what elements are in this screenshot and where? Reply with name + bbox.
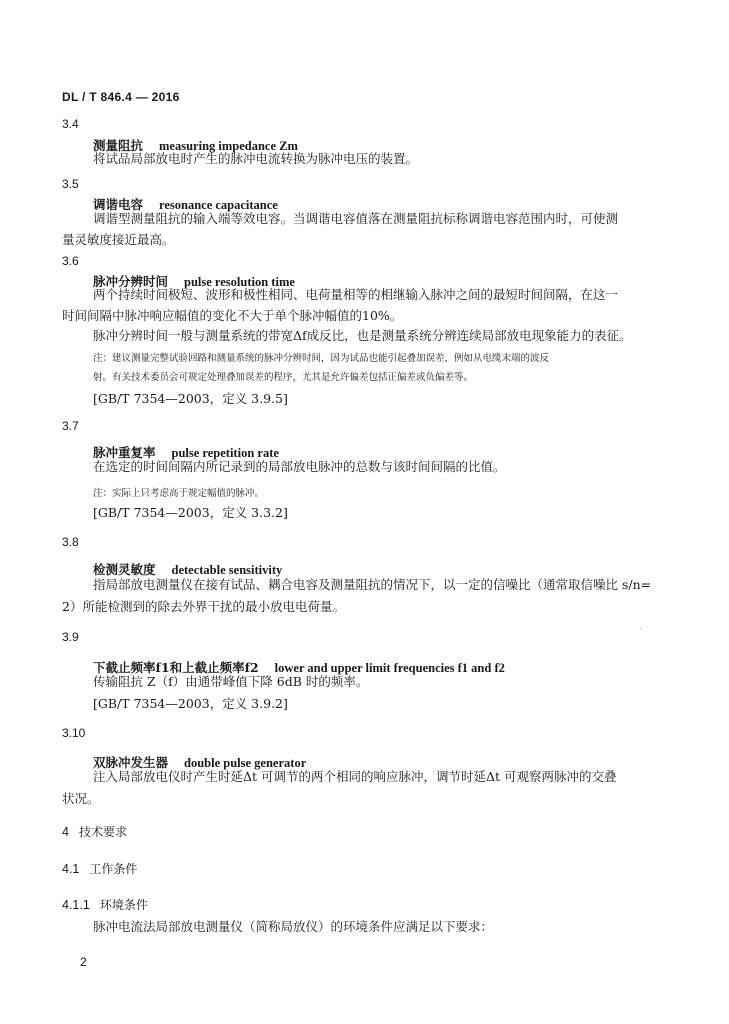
definition-text: 指局部放电测量仪在接有试品、耦合电容及测量阻抗的情况下，以一定的信噪比（通常取信噪比 s/n= <box>93 577 652 592</box>
stray-mark: · <box>640 626 642 633</box>
reference-text: [GB/T 7354—2003，定义 3.9.2] <box>93 696 288 711</box>
term-en: double pulse generator <box>184 756 307 770</box>
subsubsection-number: 4.1.1 <box>62 898 90 912</box>
term-en: detectable sensitivity <box>171 563 283 577</box>
definition-text: 脉冲电流法局部放电测量仪（简称局放仪）的环境条件应满足以下要求： <box>93 919 494 934</box>
section-number: 3.7 <box>62 419 79 433</box>
document-header: DL / T 846.4 — 2016 <box>62 90 180 104</box>
definition-text: 脉冲分辨时间一般与测量系统的带宽Δf成反比，也是测量系统分辨连续局部放电现象能力的表征。 <box>93 328 632 343</box>
section-number: 3.6 <box>62 254 79 268</box>
subsubsection-heading <box>62 896 148 913</box>
section-number: 3.4 <box>62 117 79 131</box>
definition-text: 传输阻抗 Z（f）由通带峰值下降 6dB 时的频率。 <box>93 674 369 689</box>
definition-text: 调谐型测量阻抗的输入端等效电容。当调谐电容值落在测量阻抗标称调谐电容范围内时，可使测 <box>93 211 619 226</box>
term-cn: 脉冲重复率 <box>93 445 156 460</box>
definition-text: 将试品局部放电时产生的脉冲电流转换为脉冲电压的装置。 <box>93 151 419 166</box>
subsubsection-title: 环境条件 <box>99 898 148 912</box>
term-cn: 下截止频率f1和上截止频率f2 <box>93 660 259 675</box>
definition-text: 2）所能检测到的除去外界干扰的最小放电电荷量。 <box>62 599 345 614</box>
term-cn: 调谐电容 <box>93 197 144 212</box>
definition-text: 状况。 <box>62 791 100 806</box>
subsection-heading <box>62 860 137 877</box>
note-text: 射。有关技术委员会可规定处理叠加误差的程序，尤其是允许偏差包括正偏差或负偏差等。 <box>93 372 474 383</box>
term-en: pulse resolution time <box>184 275 295 289</box>
subsection-number: 4.1 <box>62 862 80 876</box>
section-number: 3.10 <box>62 726 86 740</box>
term-en: pulse repetition rate <box>171 446 279 460</box>
term-en: measuring impedance Zm <box>159 139 298 153</box>
definition-text: 注入局部放电仪时产生时延Δt 可调节的两个相同的响应脉冲，调节时延Δt 可观察两脉冲的交叠 <box>93 769 617 784</box>
term-cn: 双脉冲发生器 <box>93 755 169 770</box>
reference-text: [GB/T 7354—2003，定义 3.9.5] <box>93 391 288 406</box>
term-en: lower and upper limit frequencies f1 and f2 <box>274 661 505 675</box>
section-number: 3.8 <box>62 535 79 549</box>
section-number: 3.9 <box>62 630 79 644</box>
reference-text: [GB/T 7354—2003，定义 3.3.2] <box>93 505 288 520</box>
note-text: 注：建议测量完整试验回路和测量系统的脉冲分辨时间，因为试品也能引起叠加误差，例如从电缆末端的波反 <box>93 353 550 364</box>
chapter-heading <box>62 823 127 840</box>
definition-text: 量灵敏度接近最高。 <box>62 232 175 247</box>
term-cn: 测量阻抗 <box>93 138 144 153</box>
section-number: 3.5 <box>62 177 79 191</box>
term-cn: 检测灵敏度 <box>93 562 156 577</box>
definition-text: 在选定的时间间隔内所记录到的局部放电脉冲的总数与该时间间隔的比值。 <box>93 459 506 474</box>
note-text: 注：实际上只考虑高于规定幅值的脉冲。 <box>93 488 265 499</box>
subsection-title: 工作条件 <box>89 862 138 876</box>
definition-text: 两个持续时间极短、波形和极性相同、电荷量相等的相继输入脉冲之间的最短时间间隔，在这一 <box>93 287 619 302</box>
chapter-number: 4 <box>62 825 69 839</box>
term-en: resonance capacitance <box>159 198 278 212</box>
chapter-title: 技术要求 <box>78 825 127 839</box>
definition-text: 时间间隔中脉冲响应幅值的变化不大于单个脉冲幅值的10%。 <box>62 308 403 323</box>
term-cn: 脉冲分辨时间 <box>93 274 169 289</box>
page-number: 2 <box>80 955 87 969</box>
